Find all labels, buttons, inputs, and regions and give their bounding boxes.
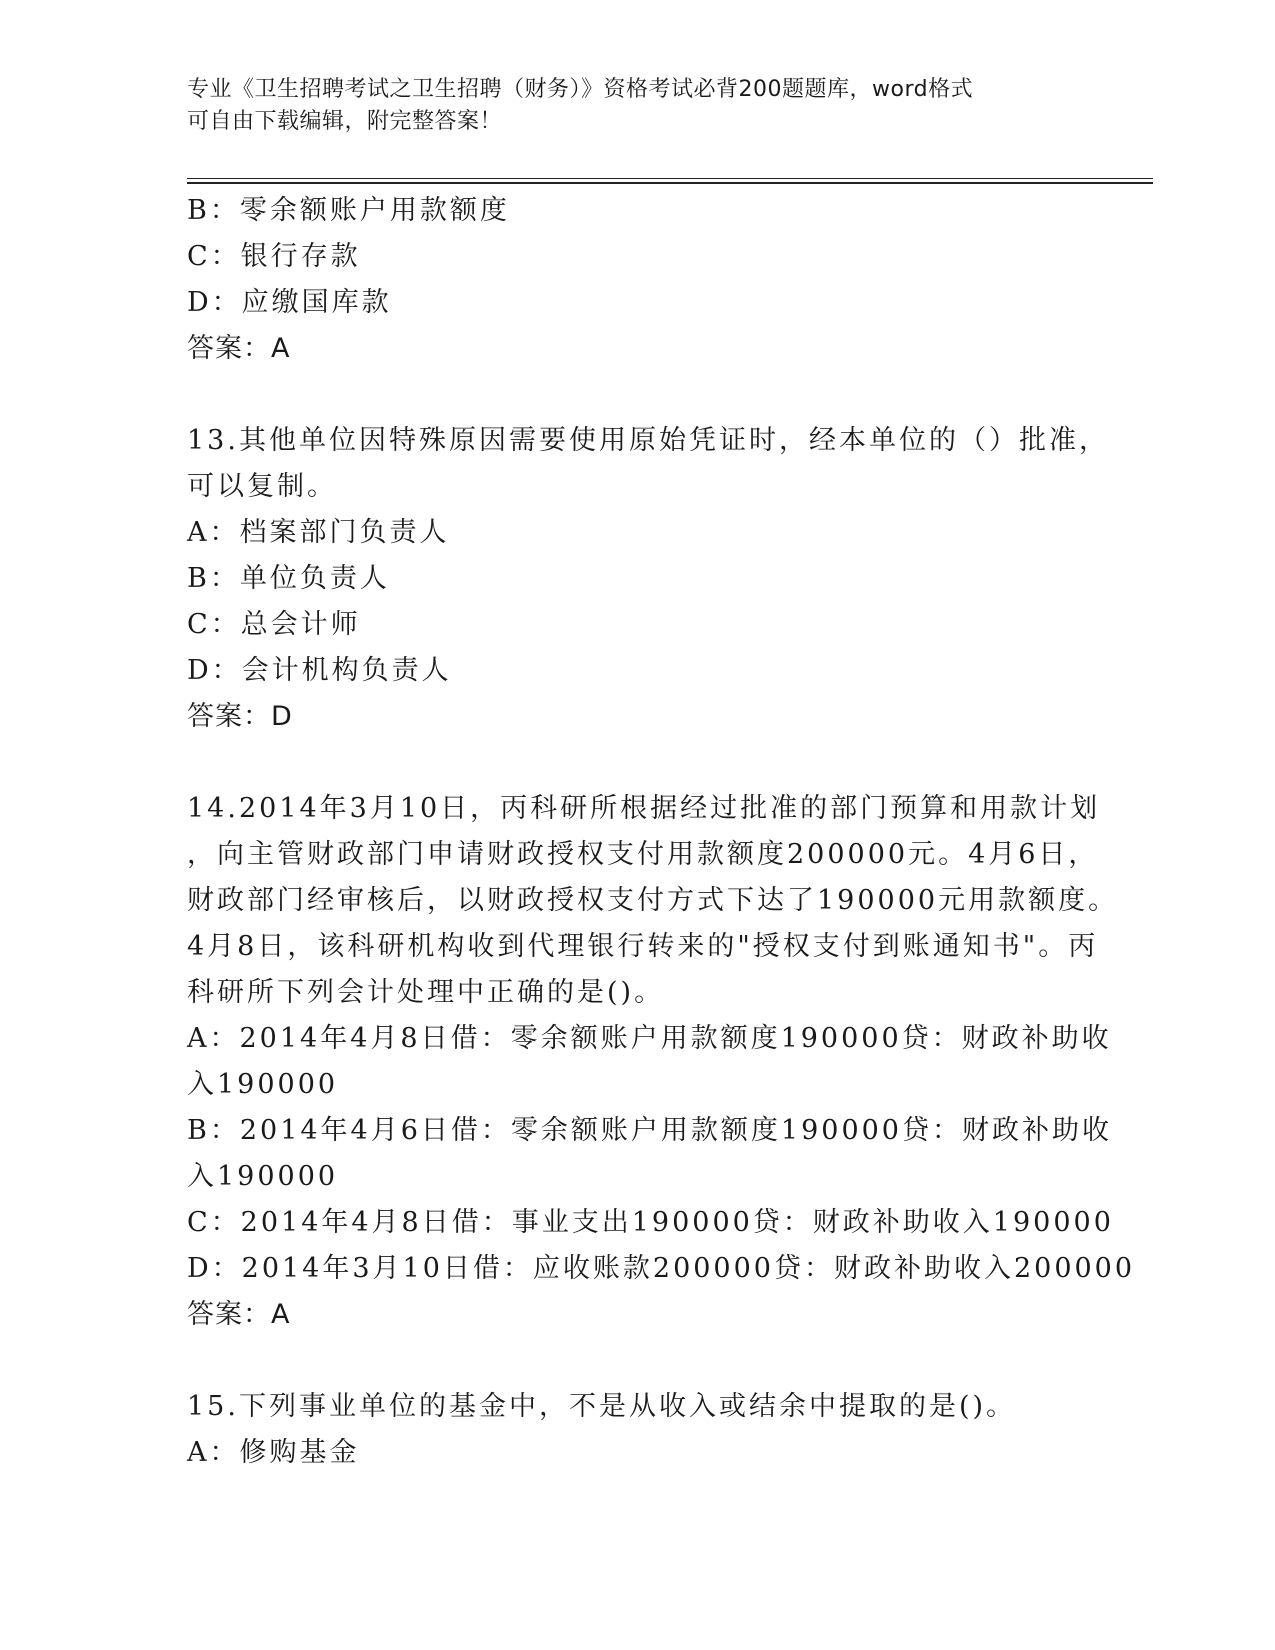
option-b: B：2014年4月6日借：零余额账户用款额度190000贷：财政补助收	[187, 1115, 1112, 1146]
option-c: C：银行存款	[187, 241, 361, 272]
question-12-tail	[187, 188, 1087, 372]
spacer	[187, 372, 1087, 418]
spacer	[187, 1338, 1087, 1384]
spacer	[187, 740, 1087, 786]
header-divider-thick	[187, 182, 1153, 184]
option-a: 入190000	[187, 1069, 339, 1100]
option-a: A：修购基金	[187, 1437, 360, 1468]
option-a: A：2014年4月8日借：零余额账户用款额度190000贷：财政补助收	[187, 1023, 1112, 1054]
question-stem: 15.下列事业单位的基金中，不是从收入或结余中提取的是()。	[187, 1391, 1017, 1422]
header-title-line-1: 专业《卫生招聘考试之卫生招聘（财务）》资格考试必背200题题库，word格式	[187, 77, 974, 102]
option-b: B：单位负责人	[187, 563, 390, 594]
question-stem: 财政部门经审核后，以财政授权支付方式下达了190000元用款额度。	[187, 885, 1119, 916]
question-stem: 14.2014年3月10日，丙科研所根据经过批准的部门预算和用款计划	[187, 793, 1101, 824]
option-b: B：零余额账户用款额度	[187, 195, 510, 226]
answer: 答案：A	[187, 1299, 291, 1330]
question-13	[187, 418, 1109, 740]
option-d: D：会计机构负责人	[187, 655, 452, 686]
answer: 答案：D	[187, 701, 293, 732]
document-header	[187, 74, 1087, 138]
question-stem: 可以复制。	[187, 471, 337, 502]
question-content	[187, 188, 1136, 1476]
answer: 答案：A	[187, 333, 291, 364]
option-d: D：2014年3月10日借：应收账款200000贷：财政补助收入200000	[187, 1253, 1136, 1284]
option-c: C：总会计师	[187, 609, 361, 640]
option-c: C：2014年4月8日借：事业支出190000贷：财政补助收入190000	[187, 1207, 1114, 1238]
question-14	[187, 786, 1136, 1338]
header-divider-thin	[187, 178, 1153, 179]
question-stem: ，向主管财政部门申请财政授权支付用款额度200000元。4月6日，	[187, 839, 1099, 870]
header-title-line-2: 可自由下载编辑，附完整答案！	[187, 109, 503, 134]
option-b: 入190000	[187, 1161, 339, 1192]
question-stem: 科研所下列会计处理中正确的是()。	[187, 977, 665, 1008]
question-15	[187, 1384, 1087, 1476]
option-a: A：档案部门负责人	[187, 517, 450, 548]
question-stem: 4月8日，该科研机构收到代理银行转来的"授权支付到账通知书"。丙	[187, 931, 1099, 962]
question-stem: 13.其他单位因特殊原因需要使用原始凭证时，经本单位的（）批准，	[187, 425, 1109, 456]
option-d: D：应缴国库款	[187, 287, 392, 318]
